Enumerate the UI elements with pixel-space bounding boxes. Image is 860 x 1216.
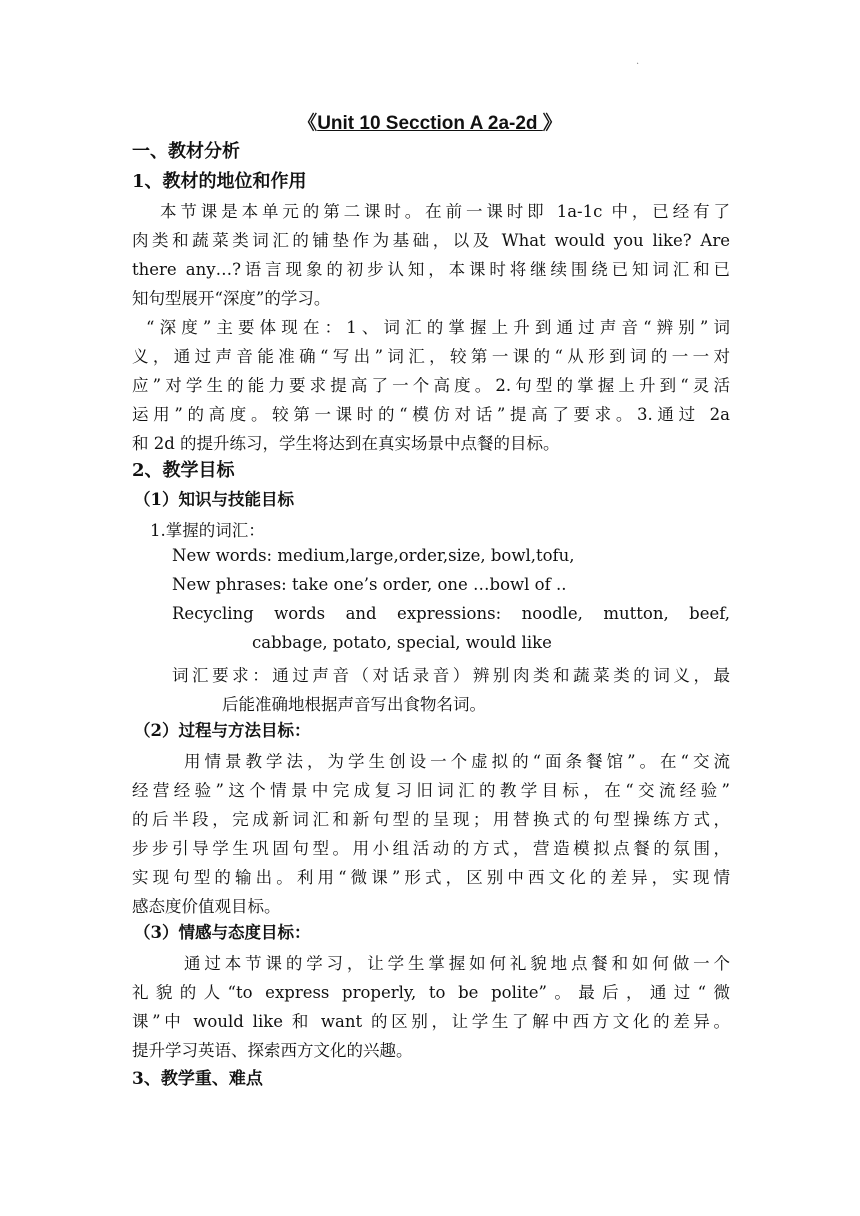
para3-line: 感态度价值观目标。 [132,897,281,916]
subsection-emotion-attitude: （3）情感与态度目标： [134,923,311,942]
para2-line: 运用”的高度。较第一课时的“模仿对话”提高了要求。3.通过 2a [132,405,730,424]
recycling-line: Recycling words and expressions: noodle, mutton, beef, [172,604,730,623]
title-open-bracket: 《 [298,113,318,134]
para4-line: 礼貌的人“to express properly, to be polite”。最后，通过“微 [132,983,730,1002]
section-heading-1: 一、教材分析 [132,141,240,162]
subsection-process-method: （2）过程与方法目标： [134,721,311,740]
new-phrases: New phrases: take one’s order, one …bowl of .. [172,575,567,594]
subsection-heading-1-1: 1、教材的地位和作用 [132,171,307,192]
vocab-title: 1.掌握的词汇： [150,521,265,540]
para2-line: 应”对学生的能力要求提高了一个高度。2.句型的掌握上升到“灵活 [132,376,730,395]
para1-line: 知句型展开“深度”的学习。 [132,289,331,308]
subsection-knowledge-skills: （1）知识与技能目标 [134,490,294,509]
vocab-requirement-line: 后能准确地根据声音写出食物名词。 [222,695,486,714]
title-text: Unit 10 Secction A 2a-2d [317,113,543,134]
para2-line: 义，通过声音能准确“写出”词汇，较第一课的“从形到词的一一对 [132,347,730,366]
section-heading-2: 2、教学目标 [132,460,235,481]
para1-line: 本节课是本单元的第二课时。在前一课时即 1a-1c 中，已经有了 [160,202,730,221]
para1-line: there any…?语言现象的初步认知，本课时将继续围绕已知词汇和已 [132,260,730,279]
para3-line: 实现句型的输出。利用“微课”形式，区别中西文化的差异，实现情 [132,868,730,887]
para3-line: 经营经验”这个情景中完成复习旧词汇的教学目标，在“交流经验” [132,781,730,800]
corner-mark: . [636,56,640,67]
para3-line: 用情景教学法，为学生创设一个虚拟的“面条餐馆”。在“交流 [184,752,730,771]
para1-line: 肉类和蔬菜类词汇的铺垫作为基础，以及 What would you like? Are [132,231,730,250]
vocab-requirement-line: 词汇要求：通过声音（对话录音）辨别肉类和蔬菜类的词义，最 [172,666,730,685]
para2-line: 和 2d 的提升练习，学生将达到在真实场景中点餐的目标。 [132,434,560,453]
page-title [0,108,860,135]
section-heading-3: 3、教学重、难点 [132,1069,263,1089]
para3-line: 的后半段，完成新词汇和新句型的呈现；用替换式的句型操练方式， [132,810,730,829]
para2-line: “深度”主要体现在：1、词汇的掌握上升到通过声音“辨别”词 [146,318,730,337]
recycling-line: cabbage, potato, special, would like [252,633,552,652]
para4-line: 提升学习英语、探索西方文化的兴趣。 [132,1041,413,1060]
new-words: New words: medium,large,order,size, bowl,tofu, [172,546,575,565]
para4-line: 通过本节课的学习，让学生掌握如何礼貌地点餐和如何做一个 [184,954,730,973]
title-close-bracket: 》 [542,113,562,134]
para3-line: 步步引导学生巩固句型。用小组活动的方式，营造模拟点餐的氛围， [132,839,730,858]
para4-line: 课”中 would like 和 want 的区别，让学生了解中西方文化的差异。 [132,1012,730,1031]
